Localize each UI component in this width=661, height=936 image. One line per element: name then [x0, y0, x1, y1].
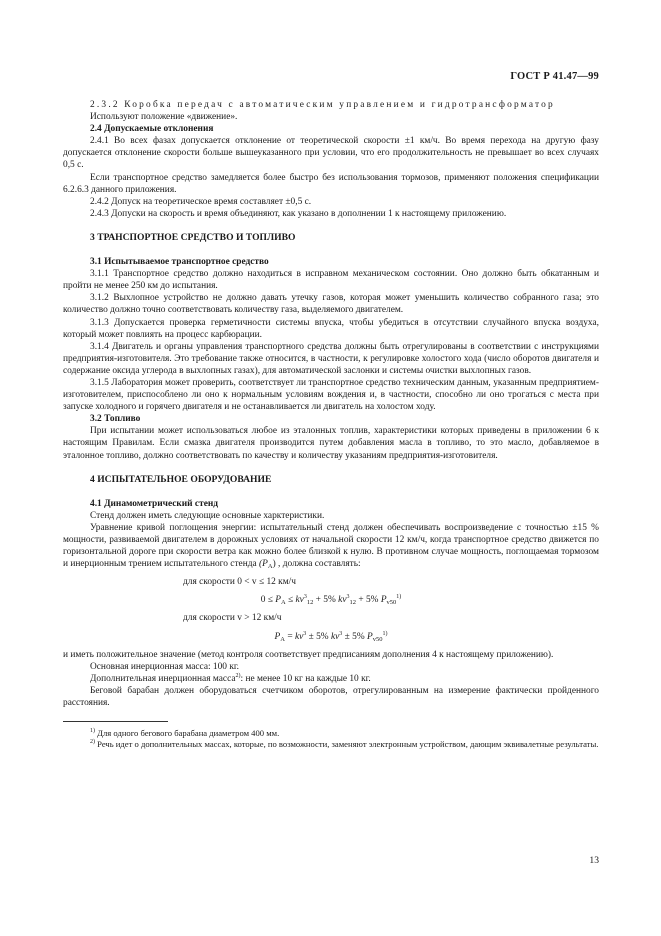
doc-code-header: ГОСТ Р 41.47—99: [510, 71, 599, 82]
section-3-heading: 3 ТРАНСПОРТНОЕ СРЕДСТВО И ТОПЛИВО: [90, 231, 296, 243]
section-2-3-2-title: 2.3.2 Коробка передач с автоматическим управлением и гидротрансформатор: [90, 100, 555, 110]
section-2-3-2-text: Используют положение «движение».: [90, 112, 238, 123]
footnote-2: [63, 739, 599, 750]
section-4-1-heading: 4.1 Динамометрический стенд: [90, 498, 218, 509]
footnote-1-mark: 1): [90, 728, 95, 735]
paragraph-3-1-2: 3.1.2 Выхлопное устройство не должно давать утечку газов, которая может уменьшить количество собранного газа; это количество должно точно соответствовать количеству газа, выделяемого двигателем.: [63, 293, 599, 316]
additional-mass-text: Дополнительная инерционная масса: [90, 673, 236, 684]
section-3-2-heading: 3.2 Топливо: [90, 414, 141, 425]
formula-high-speed: $P_A = kv^3 \pm 5\%$ $kv^3 \pm 5\%$ $P_{v50}^{1)}$: [274, 630, 388, 643]
footnote-1-text: Для одного бегового барабана диаметром 400 мм.: [97, 728, 280, 739]
condition-high-speed: для скорости v > 12 км/ч: [183, 613, 282, 624]
document-body: [63, 99, 599, 750]
paragraph-3-1-5: 3.1.5 Лаборатория может проверить, соответствует ли транспортное средство техническим данным, указанным предприятием-изготовителем, приспособлено ли оно к нормальным условиям вождения и, в частности, способно ли оно трогаться с места при запуске холодного и горячего двигателя и не останавливается ли двигатель на холостом ходу.: [63, 377, 599, 413]
page-number: 13: [589, 855, 599, 866]
paragraph-roller: Беговой барабан должен оборудоваться счетчиком оборотов, отрегулированным на измерение фактически пройденного расстояния.: [63, 685, 599, 709]
paragraph-base-mass: Основная инерционная масса: 100 кг.: [90, 661, 240, 672]
curve-text-tail: ) , должна составлять:: [272, 559, 361, 570]
pa-var-sub: A: [267, 563, 273, 571]
footnote-2-mark: 2): [90, 739, 95, 746]
paragraph-2-4-1: 2.4.1 Во всех фазах допускается отклонение от теоретической скорости ±1 км/ч. Во время перехода на другую фазу допускается отклонение скорости больше вышеуказанного при условии, что его продолжительность не превышает во всех случаях 0,5 с.: [63, 136, 599, 171]
paragraph-3-1-1: 3.1.1 Транспортное средство должно находиться в исправном механическом состоянии. Оно должно быть обкатанным и пройти не менее 250 км до испытания.: [63, 269, 599, 292]
footnote-ref-2: 2): [235, 672, 241, 679]
footnote-divider: [63, 721, 168, 722]
additional-mass-tail: : не менее 10 кг на каждые 10 кг.: [240, 673, 371, 684]
section-3-1-heading: 3.1 Испытываемое транспортное средство: [90, 257, 269, 268]
footnote-2-text: Речь идет о дополнительных массах, которые, по возможности, заменяют электронным устройством, дающим эквивалетные результаты.: [97, 739, 599, 750]
paragraph-3-2: При испытании может использоваться любое из эталонных топлив, характеристики которых приведены в приложении 6 к настоящим Правилам. Если смазка двигателя производится путем добавления масла в топливо, то это масло, добавляемое в эталонное топливо, должно соответствовать по качеству и количеству указаниям предприятия-изготовителя.: [63, 426, 599, 461]
section-4-heading: 4 ИСПЫТАТЕЛЬНОЕ ОБОРУДОВАНИЕ: [90, 473, 272, 485]
paragraph-2-4-1-cont: Если транспортное средство замедляется более быстро без использования тормозов, применяют положения спецификации 6.2.6.3 данного приложения.: [63, 172, 599, 195]
footnote-1: [63, 728, 599, 739]
paragraph-3-1-3: 3.1.3 Допускается проверка герметичности системы впуска, чтобы убедиться в отсутствии случайного впуска воздуха, который может повлиять на процесс карбюрации.: [63, 317, 599, 340]
curve-text: Уравнение кривой поглощения энергии: испытательный стенд должен обеспечивать воспроизведение с точностью ±15 % мощности, развиваемой двигателем в дорожных условиях от начальной скорости 12 км/ч, когда транспортное средство движется по горизонтальной дороге при скорости ветра как можно более близкой к нулю. В противном случае мощность, поглощаемая тормозом и инерционным трением испытательного стенда: [63, 522, 599, 570]
condition-low-speed: для скорости 0 < v ≤ 12 км/ч: [183, 577, 296, 588]
paragraph-additional-mass: [63, 673, 599, 685]
section-2-4-heading: 2.4 Допускаемые отклонения: [90, 124, 214, 135]
paragraph-4-1-intro: Стенд должен иметь следующие основные харктеристики.: [90, 510, 325, 521]
paragraph-3-1-4: 3.1.4 Двигатель и органы управления транспортного средства должны быть отрегулированы в соответствии с инструкциями предприятия-изготовителя. Это требование также относится, в частности, к регулировке холостого хода (число оборотов двигателя и содержание оксида углерода в выхлопных газах), для автоматической заслонки и системы очистки выхлопных газов.: [63, 341, 599, 376]
paragraph-2-4-3: 2.4.3 Допуски на скорость и время объединяют, как указано в дополнении 1 к настоящему приложению.: [90, 208, 507, 219]
paragraph-2-4-2: 2.4.2 Допуск на теоретическое время составляет ±0,5 с.: [90, 196, 312, 207]
formula-low-speed: $0 \le P_A \le kv^3_{12} + 5\%$ $kv^3_{12} + 5\%$ $P_{v50}^{1)}$: [260, 594, 402, 607]
paragraph-4-1-curve: [63, 522, 599, 570]
pa-var: (P: [259, 559, 268, 570]
paragraph-4-1-positive: и иметь положительное значение (метод контроля соответствует предписаниям дополнения 4 к настоящему приложению).: [63, 649, 554, 660]
